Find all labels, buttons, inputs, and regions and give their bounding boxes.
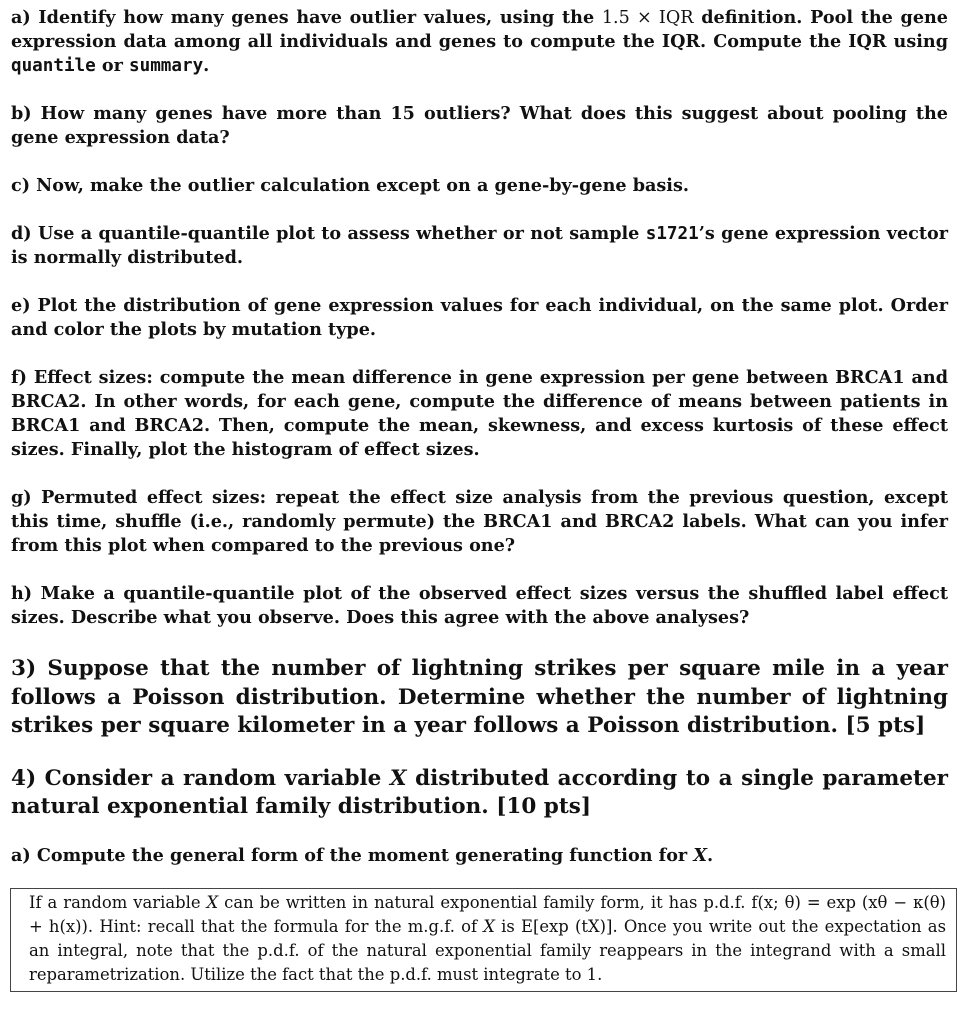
question-4a-text: a) Compute the general form of the moment generating function for X. xyxy=(11,844,714,866)
code-summary: summary xyxy=(129,56,204,76)
variable-x: X xyxy=(206,892,219,912)
problem-set-page xyxy=(11,6,948,992)
pdf-formula: f(x; θ) = exp (xθ − κ(θ) + h(x)) xyxy=(29,892,946,936)
code-sample-id: s1721 xyxy=(645,224,699,244)
question-4-heading: 4) Consider a random variable X distributed according to a single parameter natural exponential family distribution. [10 pts] xyxy=(11,765,948,819)
part-d-text: d) Use a quantile-quantile plot to assess whether or not sample s1721’s gene expression vector is normally distributed. xyxy=(11,223,948,268)
part-h-text: h) Make a quantile-quantile plot of the observed effect sizes versus the shuffled label effect sizes. Describe what you observe. Does this agree with the above analyses? xyxy=(11,583,948,628)
iqr-math: 1.5 × IQR xyxy=(601,8,694,28)
part-f-text: f) Effect sizes: compute the mean difference in gene expression per gene between BRCA1 and BRCA2. In other words, for each gene, compute the difference of means between patients in BRCA1 and BRCA2. Then, compute the mean, skewness, and excess kurtosis of these effect sizes. Finally, plot the histogram of effect sizes. xyxy=(11,367,948,460)
question-3-heading: 3) Suppose that the number of lightning strikes per square mile in a year follows a Poisson distribution. Determine whether the number of lightning strikes per square kilometer in a year follows a Poisson distribution. [5 pts] xyxy=(11,656,948,738)
variable-x: X xyxy=(389,765,407,791)
hint-box xyxy=(10,888,957,992)
part-c-text: c) Now, make the outlier calculation except on a gene-by-gene basis. xyxy=(11,175,690,196)
part-g-text: g) Permuted effect sizes: repeat the effect size analysis from the previous question, except this time, shuffle (i.e., randomly permute) the BRCA1 and BRCA2 labels. What can you infer from this plot when compared to the previous one? xyxy=(11,487,948,556)
part-b-text: b) How many genes have more than 15 outliers? What does this suggest about pooling the gene expression data? xyxy=(11,103,948,148)
code-quantile: quantile xyxy=(11,56,96,76)
part-a-text: a) Identify how many genes have outlier values, using the 1.5 × IQR definition. Pool the gene expression data among all individuals and genes to compute the IQR. Compute the IQR using quantile or summary. xyxy=(11,7,949,76)
hint-text: If a random variable X can be written in natural exponential family form, it has p.d.f. f(x; θ) = exp (xθ − κ(θ) + h(x)). Hint: recall that the formula for the m.g.f. of X is E[exp (tX)]. Once you write out the expectation as an integral, note that the p.d.f. of the natural exponential family reappears in the integrand with a small reparametrization. Utilize the fact that the p.d.f. must integrate to 1. xyxy=(29,892,946,984)
variable-x: X xyxy=(693,844,707,866)
variable-x: X xyxy=(483,916,495,936)
part-e-text: e) Plot the distribution of gene expression values for each individual, on the same plot. Order and color the plots by mutation type. xyxy=(11,295,948,340)
mgf-formula: E[exp (tX)] xyxy=(521,916,613,936)
